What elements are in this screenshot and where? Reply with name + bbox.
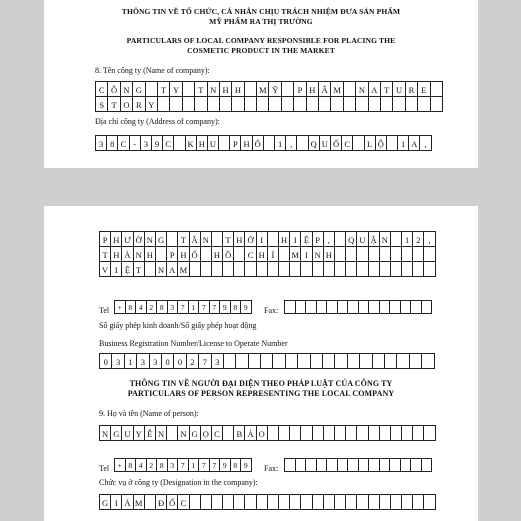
form-cell[interactable]: N (379, 231, 391, 247)
form-cell[interactable]: H (144, 246, 156, 262)
form-cell[interactable]: Ồ (222, 246, 234, 262)
form-cell[interactable]: Í (267, 246, 279, 262)
form-cell[interactable]: 9 (240, 300, 252, 314)
form-cell[interactable]: , (423, 231, 435, 247)
form-cell[interactable]: , (323, 231, 335, 247)
form-cell[interactable]: 3 (167, 300, 179, 314)
form-cell[interactable]: Ư (121, 231, 133, 247)
form-cell[interactable]: N (312, 246, 324, 262)
form-cell[interactable] (347, 353, 360, 369)
form-cell[interactable]: Y (133, 425, 145, 441)
form-cell[interactable] (423, 246, 435, 262)
tel2-input[interactable] (114, 458, 251, 472)
section-title-vi-line1: THÔNG TIN VỀ TỔ CHỨC, CÁ NHÂN CHỊU TRÁCH NHIỆM ĐƯA SẢN PHẨM (121, 7, 401, 16)
form-cell[interactable] (235, 353, 248, 369)
form-cell[interactable]: I (256, 231, 268, 247)
form-cell[interactable]: Ờ (133, 231, 145, 247)
designation-label: Chức vụ ở công ty (Designation in the company): (99, 478, 258, 487)
designation-input[interactable] (99, 494, 435, 510)
form-cell[interactable] (145, 81, 158, 97)
form-cell[interactable]: 2 (146, 300, 158, 314)
form-cell[interactable]: H (196, 135, 208, 151)
form-cell[interactable]: H (278, 231, 290, 247)
form-cell[interactable]: I (110, 494, 122, 510)
form-cell[interactable]: Ố (252, 135, 264, 151)
company-name-row1[interactable] (95, 81, 442, 97)
form-cell[interactable] (421, 458, 433, 472)
form-cell[interactable]: T (99, 246, 111, 262)
form-cell[interactable]: S (95, 96, 108, 112)
form-cell[interactable]: H (240, 135, 252, 151)
form-cell[interactable] (405, 96, 418, 112)
form-cell[interactable] (359, 353, 372, 369)
form-cell[interactable]: H (256, 246, 268, 262)
form-cell[interactable]: Q (345, 231, 357, 247)
form-cell[interactable]: G (110, 425, 122, 441)
form-cell[interactable] (409, 353, 422, 369)
company-name-label: 8. Tên công ty (Name of company): (95, 66, 210, 75)
company-name-row2[interactable] (95, 96, 442, 112)
form-cell[interactable] (343, 96, 356, 112)
form-cell[interactable] (355, 96, 368, 112)
form-cell[interactable]: 1 (188, 300, 200, 314)
form-cell[interactable]: N (207, 81, 220, 97)
form-cell[interactable]: + (114, 458, 126, 472)
form-cell[interactable]: 7 (198, 300, 210, 314)
form-cell[interactable] (293, 96, 306, 112)
form-cell[interactable]: N (177, 425, 189, 441)
form-cell[interactable] (244, 81, 257, 97)
form-cell[interactable]: P (229, 135, 241, 151)
form-cell[interactable]: Ễ (144, 425, 156, 441)
form-cell[interactable]: O (120, 96, 133, 112)
form-cell[interactable]: H (110, 231, 122, 247)
form-page-bottom (44, 206, 478, 521)
form-cell[interactable]: À (121, 246, 133, 262)
form-cell[interactable] (207, 96, 220, 112)
form-cell[interactable]: 8 (230, 300, 242, 314)
form-cell[interactable]: Q (308, 135, 320, 151)
form-cell[interactable]: 2 (412, 231, 424, 247)
form-cell[interactable]: 8 (156, 300, 168, 314)
form-cell[interactable]: 2 (146, 458, 158, 472)
form-cell[interactable]: P (312, 231, 324, 247)
form-cell[interactable]: N (155, 261, 167, 277)
form-cell[interactable]: H (177, 246, 189, 262)
form-cell[interactable]: T (380, 81, 393, 97)
form-cell[interactable] (318, 96, 331, 112)
form-cell[interactable]: I (289, 231, 301, 247)
form-cell[interactable]: U (121, 425, 133, 441)
form-cell[interactable]: 3 (95, 135, 107, 151)
form-cell[interactable]: 7 (209, 300, 221, 314)
form-cell[interactable]: K (185, 135, 197, 151)
form-cell[interactable]: U (356, 231, 368, 247)
form-cell[interactable]: 1 (124, 353, 137, 369)
form-cell[interactable]: C (341, 135, 353, 151)
company-address-row2[interactable] (99, 231, 435, 247)
form-cell[interactable]: 4 (135, 458, 147, 472)
form-cell[interactable]: H (231, 81, 244, 97)
fax-label: Fax: (264, 306, 279, 315)
form-cell[interactable]: P (293, 81, 306, 97)
form-cell[interactable]: T (157, 81, 170, 97)
form-cell[interactable]: U (392, 81, 405, 97)
fax-input[interactable] (284, 300, 431, 314)
form-cell[interactable]: C (211, 425, 223, 441)
form-cell[interactable] (272, 353, 285, 369)
form-cell[interactable]: 3 (111, 353, 124, 369)
form-cell[interactable]: 1 (397, 135, 409, 151)
form-cell[interactable] (223, 353, 236, 369)
form-cell[interactable]: G (155, 231, 167, 247)
form-cell[interactable]: H (323, 246, 335, 262)
form-cell[interactable]: N (120, 81, 133, 97)
form-cell[interactable] (380, 96, 393, 112)
form-cell[interactable]: B (233, 425, 245, 441)
company-address-row1[interactable] (95, 135, 431, 151)
form-cell[interactable]: I (300, 246, 312, 262)
form-cell[interactable]: C (162, 135, 174, 151)
form-cell[interactable] (392, 96, 405, 112)
form-cell[interactable]: 3 (136, 353, 149, 369)
form-cell[interactable]: Ệ (121, 261, 133, 277)
form-cell[interactable]: 8 (230, 458, 242, 472)
form-cell[interactable]: G (189, 425, 201, 441)
form-cell[interactable]: Ô (107, 81, 120, 97)
form-cell[interactable] (372, 353, 385, 369)
form-cell[interactable]: Đ (155, 494, 167, 510)
form-cell[interactable]: 0 (161, 353, 174, 369)
form-cell[interactable]: 7 (177, 458, 189, 472)
section-title-vi-line2: MỸ PHẨM RA THỊ TRƯỜNG (209, 17, 313, 26)
form-cell[interactable]: P (99, 231, 111, 247)
rep-title-vi: THÔNG TIN VỀ NGƯỜI ĐẠI DIỆN THEO PHÁP LUẬT CỦA CÔNG TY (129, 379, 393, 388)
form-cell[interactable] (310, 353, 323, 369)
form-cell[interactable]: 2 (186, 353, 199, 369)
form-cell[interactable] (423, 494, 435, 510)
form-cell[interactable] (182, 96, 195, 112)
form-cell[interactable]: U (207, 135, 219, 151)
form-cell[interactable]: Ộ (375, 135, 387, 151)
tel2-label: Tel (99, 464, 110, 473)
form-cell[interactable] (281, 96, 294, 112)
form-cell[interactable]: 1 (401, 231, 413, 247)
form-cell[interactable]: Ẩ (318, 81, 331, 97)
form-cell[interactable] (421, 353, 434, 369)
form-cell[interactable] (248, 353, 261, 369)
form-cell[interactable]: 8 (106, 135, 118, 151)
form-cell[interactable]: N (133, 246, 145, 262)
form-cell[interactable]: 1 (188, 458, 200, 472)
tel-label: Tel (99, 306, 110, 315)
form-cell[interactable] (256, 96, 269, 112)
form-cell[interactable]: C (244, 246, 256, 262)
form-cell[interactable] (285, 353, 298, 369)
form-cell[interactable]: - (129, 135, 141, 151)
company-address-row3[interactable] (99, 246, 435, 262)
form-cell[interactable] (417, 96, 430, 112)
form-cell[interactable]: 8 (125, 458, 137, 472)
form-cell[interactable]: Y (145, 96, 158, 112)
form-cell[interactable]: 7 (209, 458, 221, 472)
form-cell[interactable]: C (95, 81, 108, 97)
person-name-input[interactable] (99, 425, 435, 441)
form-cell[interactable]: 8 (156, 458, 168, 472)
form-cell[interactable]: H (219, 81, 232, 97)
form-cell[interactable] (396, 353, 409, 369)
form-cell[interactable]: H (233, 231, 245, 247)
form-cell[interactable]: I (110, 261, 122, 277)
form-cell[interactable]: G (99, 494, 111, 510)
company-address-row4[interactable] (99, 261, 435, 277)
form-cell[interactable]: 9 (219, 300, 231, 314)
form-cell[interactable]: 1 (274, 135, 286, 151)
form-cell[interactable]: Y (169, 81, 182, 97)
form-cell[interactable] (330, 96, 343, 112)
form-cell[interactable]: H (110, 246, 122, 262)
form-cell[interactable]: E (417, 81, 430, 97)
form-cell[interactable]: 9 (219, 458, 231, 472)
form-cell[interactable]: N (99, 425, 111, 441)
form-cell[interactable]: Ọ (200, 425, 212, 441)
form-cell[interactable]: T (222, 231, 234, 247)
form-cell[interactable]: 0 (99, 353, 112, 369)
license-label-vi: Số giấy phép kinh doanh/Số giấy phép hoạt động (99, 321, 257, 330)
form-cell[interactable]: + (114, 300, 126, 314)
form-cell[interactable]: M (256, 81, 269, 97)
form-cell[interactable]: A (408, 135, 420, 151)
form-cell[interactable]: 8 (125, 300, 137, 314)
form-cell[interactable] (384, 353, 397, 369)
form-cell[interactable] (343, 81, 356, 97)
form-cell[interactable]: , (419, 135, 431, 151)
form-cell[interactable]: H (211, 246, 223, 262)
form-cell[interactable]: , (285, 135, 297, 151)
form-cell[interactable]: Ớ (244, 231, 256, 247)
form-cell[interactable] (281, 81, 294, 97)
form-cell[interactable]: N (144, 231, 156, 247)
fax2-label: Fax: (264, 464, 279, 473)
form-cell[interactable]: M (330, 81, 343, 97)
form-cell[interactable]: U (319, 135, 331, 151)
form-cell[interactable] (268, 96, 281, 112)
form-cell[interactable]: T (194, 81, 207, 97)
form-cell[interactable]: Ậ (368, 231, 380, 247)
section-title-en-line1: PARTICULARS OF LOCAL COMPANY RESPONSIBLE FOR PLACING THE (126, 36, 396, 45)
form-cell[interactable]: M (133, 494, 145, 510)
form-cell[interactable]: A (166, 261, 178, 277)
form-cell[interactable] (157, 96, 170, 112)
form-cell[interactable] (231, 96, 244, 112)
form-cell[interactable]: Ả (244, 425, 256, 441)
form-cell[interactable] (194, 96, 207, 112)
form-cell[interactable] (334, 353, 347, 369)
person-name-label: 9. Họ và tên (Name of person): (99, 409, 199, 418)
form-cell[interactable]: Ệ (300, 231, 312, 247)
form-cell[interactable]: L (364, 135, 376, 151)
form-cell[interactable] (430, 81, 443, 97)
form-cell[interactable]: 3 (167, 458, 179, 472)
form-cell[interactable]: A (368, 81, 381, 97)
form-cell[interactable] (260, 353, 273, 369)
form-cell[interactable]: Â (189, 231, 201, 247)
form-cell[interactable] (368, 96, 381, 112)
form-cell[interactable]: P (166, 246, 178, 262)
form-page-top (44, 0, 478, 168)
form-cell[interactable]: N (155, 425, 167, 441)
company-address-label: Địa chỉ công ty (Address of company): (95, 117, 220, 126)
form-cell[interactable]: Ố (330, 135, 342, 151)
form-cell[interactable]: N (355, 81, 368, 97)
form-cell[interactable]: 7 (198, 458, 210, 472)
form-cell[interactable]: 3 (140, 135, 152, 151)
tel-input[interactable] (114, 300, 251, 314)
form-cell[interactable]: H (306, 81, 319, 97)
section-title-en-line2: COSMETIC PRODUCT IN THE MARKET (187, 46, 335, 55)
form-cell[interactable]: 7 (177, 300, 189, 314)
form-cell[interactable] (306, 96, 319, 112)
form-cell[interactable]: T (133, 261, 145, 277)
form-cell[interactable]: 9 (151, 135, 163, 151)
form-cell[interactable]: 0 (173, 353, 186, 369)
form-cell[interactable] (244, 96, 257, 112)
form-cell[interactable] (421, 300, 433, 314)
form-cell[interactable] (423, 261, 435, 277)
form-cell[interactable]: C (177, 494, 189, 510)
form-cell[interactable] (182, 81, 195, 97)
form-cell[interactable]: R (132, 96, 145, 112)
form-cell[interactable]: V (99, 261, 111, 277)
form-cell[interactable]: Ỹ (268, 81, 281, 97)
rep-title-en: PARTICULARS OF PERSON REPRESENTING THE LOCAL COMPANY (127, 389, 395, 398)
form-cell[interactable]: R (405, 81, 418, 97)
license-label-en: Business Registration Number/License to Operate Number (99, 339, 288, 348)
form-cell[interactable] (169, 96, 182, 112)
form-cell[interactable]: G (132, 81, 145, 97)
license-number-input[interactable] (99, 353, 434, 369)
form-cell[interactable]: T (177, 231, 189, 247)
form-cell[interactable]: M (177, 261, 189, 277)
form-cell[interactable]: T (107, 96, 120, 112)
form-cell[interactable] (219, 96, 232, 112)
form-cell[interactable]: O (256, 425, 268, 441)
form-cell[interactable]: 4 (135, 300, 147, 314)
form-cell[interactable] (322, 353, 335, 369)
form-cell[interactable]: Á (121, 494, 133, 510)
form-cell[interactable]: Ố (189, 246, 201, 262)
form-cell[interactable]: C (117, 135, 129, 151)
form-cell[interactable]: 3 (149, 353, 162, 369)
form-cell[interactable] (430, 96, 443, 112)
form-cell[interactable]: N (200, 231, 212, 247)
form-cell[interactable] (423, 425, 435, 441)
form-cell[interactable]: 3 (211, 353, 224, 369)
form-cell[interactable]: 9 (240, 458, 252, 472)
form-cell[interactable]: Ố (166, 494, 178, 510)
form-cell[interactable] (297, 353, 310, 369)
fax2-input[interactable] (284, 458, 431, 472)
form-cell[interactable]: M (289, 246, 301, 262)
form-cell[interactable]: 7 (198, 353, 211, 369)
